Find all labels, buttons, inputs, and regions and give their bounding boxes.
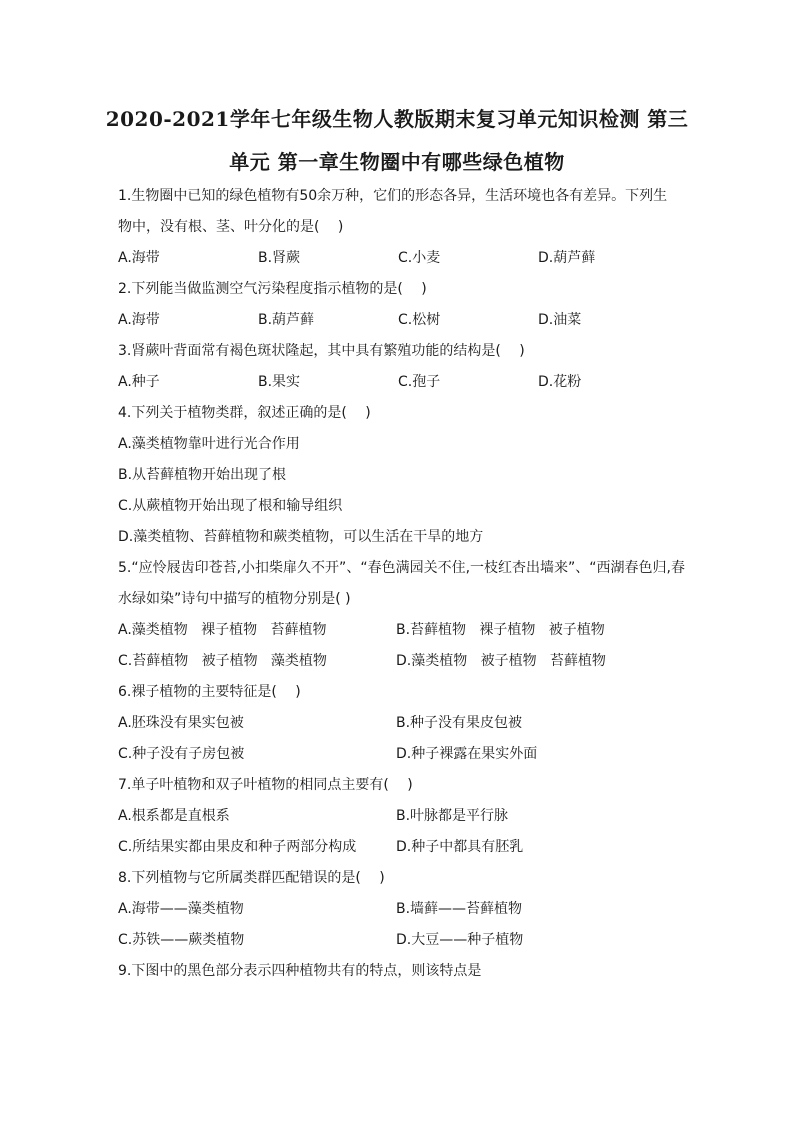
- option-b: B.苔藓植物 裸子植物 被子植物: [396, 622, 605, 638]
- option-d: D.藻类植物 被子植物 苔藓植物: [396, 653, 606, 669]
- option-a: A.海带: [118, 250, 160, 266]
- question-stem: 物中，没有根、茎、叶分化的是( ): [118, 219, 344, 235]
- options-row: [118, 618, 688, 649]
- option-a: A.根系都是直根系: [118, 808, 230, 824]
- question-stem: 1.生物圈中已知的绿色植物有50余万种，它们的形态各异，生活环境也各有差异。下列生: [118, 188, 668, 204]
- option-b: B.种子没有果皮包被: [396, 715, 523, 731]
- question-6: [118, 680, 688, 773]
- options-row: [118, 928, 688, 959]
- question-stem: 7.单子叶植物和双子叶植物的相同点主要有( ): [118, 777, 413, 793]
- option-d: D.油菜: [538, 312, 582, 328]
- question-8: [118, 866, 688, 959]
- option-c: C.苏铁——蕨类植物: [118, 932, 245, 948]
- question-stem: 2.下列能当做监测空气污染程度指示植物的是( ): [118, 281, 427, 297]
- question-stem: 4.下列关于植物类群，叙述正确的是( ): [118, 405, 371, 421]
- option-c: C.苔藓植物 被子植物 藻类植物: [118, 653, 327, 669]
- options-row: [118, 370, 688, 401]
- option-d: D.葫芦藓: [538, 250, 596, 266]
- question-stem: 5.“应怜屐齿印苍苔,小扣柴扉久不开”、“春色满园关不住,一枝红杏出墙来”、“西湖春色归,春: [118, 560, 685, 576]
- option-d: D.种子裸露在果实外面: [396, 746, 538, 762]
- question-1: [118, 184, 688, 277]
- question-list: [118, 184, 688, 990]
- option-c: C.小麦: [398, 250, 441, 266]
- option-b: B.墙藓——苔藓植物: [396, 901, 523, 917]
- question-stem: 水绿如染”诗句中描写的植物分别是( ): [118, 591, 351, 607]
- question-stem: 8.下列植物与它所属类群匹配错误的是( ): [118, 870, 385, 886]
- option-d: D.大豆——种子植物: [396, 932, 524, 948]
- option-a: A.胚珠没有果实包被: [118, 715, 244, 731]
- option-b: B.肾蕨: [258, 250, 301, 266]
- option-c: C.所结果实都由果皮和种子两部分构成: [118, 839, 357, 855]
- document-title-line-1: 2020-2021学年七年级生物人教版期末复习单元知识检测 第三: [105, 107, 689, 131]
- question-7: [118, 773, 688, 866]
- option-c: C.孢子: [398, 374, 441, 390]
- option-a: A.海带: [118, 312, 160, 328]
- option-b: B.果实: [258, 374, 301, 390]
- options-row: [118, 835, 688, 866]
- options-row: [118, 649, 688, 680]
- options-row: [118, 742, 688, 773]
- option-b: B.叶脉都是平行脉: [396, 808, 509, 824]
- option-a: A.海带——藻类植物: [118, 901, 244, 917]
- options-row: [118, 246, 688, 277]
- question-9: [118, 959, 688, 990]
- options-row: [118, 804, 688, 835]
- question-stem: 9.下图中的黑色部分表示四种植物共有的特点，则该特点是: [118, 963, 482, 979]
- option-d: D.种子中都具有胚乳: [396, 839, 524, 855]
- options-row: [118, 308, 688, 339]
- option-d: D.花粉: [538, 374, 582, 390]
- options-row: [118, 711, 688, 742]
- option-c: C.松树: [398, 312, 441, 328]
- option-c: C.从蕨植物开始出现了根和输导组织: [118, 498, 343, 514]
- question-stem: 3.肾蕨叶背面常有褐色斑状隆起，其中具有繁殖功能的结构是( ): [118, 343, 525, 359]
- document-title-line-2: 单元 第一章生物圈中有哪些绿色植物: [229, 150, 565, 174]
- option-a: A.藻类植物 裸子植物 苔藓植物: [118, 622, 327, 638]
- option-c: C.种子没有子房包被: [118, 746, 245, 762]
- question-5: [118, 556, 688, 680]
- question-3: [118, 339, 688, 401]
- option-b: B.从苔藓植物开始出现了根: [118, 467, 287, 483]
- options-row: [118, 897, 688, 928]
- question-stem: 6.裸子植物的主要特征是( ): [118, 684, 301, 700]
- option-b: B.葫芦藓: [258, 312, 315, 328]
- question-4: [118, 401, 688, 556]
- option-d: D.藻类植物、苔藓植物和蕨类植物，可以生活在干旱的地方: [118, 529, 484, 545]
- option-a: A.藻类植物靠叶进行光合作用: [118, 436, 300, 452]
- option-a: A.种子: [118, 374, 160, 390]
- question-2: [118, 277, 688, 339]
